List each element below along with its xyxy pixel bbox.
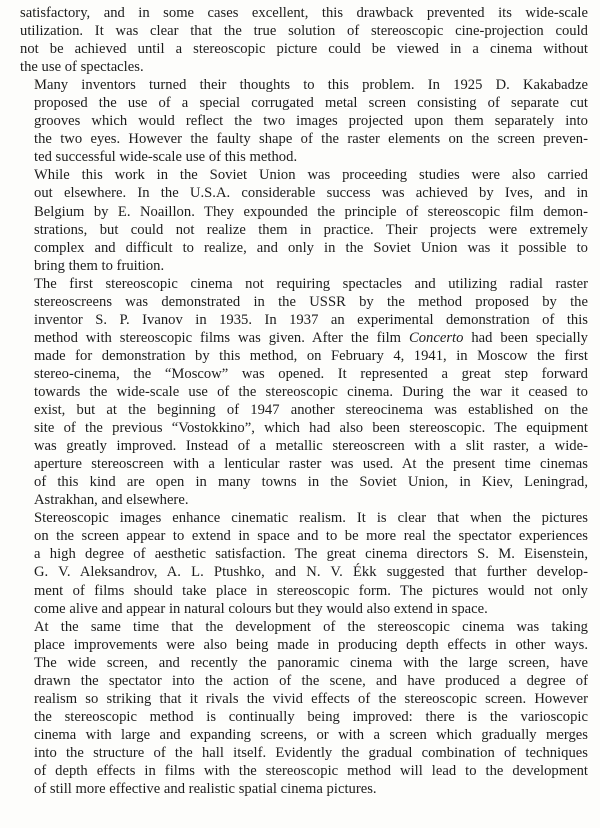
text-line: utilization. It was clear that the true solution of stereoscopic cine-projection could xyxy=(20,23,588,40)
film-title-italic: Concerto xyxy=(408,329,464,346)
text-line: The first stereoscopic cinema not requiring spectacles and utilizing radial raster xyxy=(34,275,588,292)
text-line: site of the previous “Vostokkino”, which had also been stereoscopic. The equipment xyxy=(34,420,588,437)
text-line: realism so striking that it rivals the vivid effects of the stereoscopic screen. However xyxy=(34,690,588,707)
text-line: G. V. Aleksandrov, A. L. Ptushko, and N. V. Ékk suggested that further develop- xyxy=(34,564,588,581)
paragraph-6 xyxy=(20,618,588,798)
text-line: ted successful wide-scale use of this method. xyxy=(34,149,298,166)
text-line: inventor S. P. Ivanov in 1935. In 1937 an experimental demonstration of this xyxy=(34,311,588,328)
text-line: strations, but could not realize them in practice. Their projects were extremely xyxy=(34,221,588,238)
text-line: The wide screen, and recently the panoramic cinema with the large screen, have xyxy=(34,654,588,671)
paragraph-5 xyxy=(20,509,588,617)
text-line: stereoscreens was demonstrated in the USSR by the method proposed by the xyxy=(34,293,588,310)
text-line: into the structure of the hall itself. Evidently the gradual combination of techniques xyxy=(34,744,588,761)
text-line: out elsewhere. In the U.S.A. considerable success was achieved by Ives, and in xyxy=(34,185,588,202)
text-line: place improvements were also being made in producing depth effects in other ways. xyxy=(34,636,588,653)
text-line: proposed the use of a special corrugated metal screen consisting of separate cut xyxy=(34,95,588,112)
text-line: bring them to fruition. xyxy=(34,257,165,274)
text-line: Astrakhan, and elsewhere. xyxy=(34,492,189,509)
text-line: not be achieved until a stereoscopic picture could be viewed in a cinema without xyxy=(20,41,588,58)
text-line: the use of spectacles. xyxy=(20,59,144,76)
text-line: grooves which would reflect the two images projected upon them separately into xyxy=(34,113,588,130)
text-line: While this work in the Soviet Union was proceeding studies were also carried xyxy=(34,167,588,184)
text-line: of depth effects in films with the stereoscopic method will lead to the development xyxy=(34,762,588,779)
text-line: towards the wide-scale use of the stereoscopic cinema. During the war it ceased to xyxy=(34,383,588,400)
text-line: of this kind are open in many towns in the Soviet Union, in Kiev, Leningrad, xyxy=(34,474,588,491)
text-line: stereo-cinema, the “Moscow” was opened. It represented a great step forward xyxy=(34,365,588,382)
text-line: Stereoscopic images enhance cinematic realism. It is clear that when the pictures xyxy=(34,510,588,527)
text-line: on the screen appear to extend in space and to be more real the spectator experiences xyxy=(34,528,588,545)
text-line: of still more effective and realistic spatial cinema pictures. xyxy=(34,781,377,798)
text-line: exist, but at the beginning of 1947 another stereocinema was established on the xyxy=(34,402,588,419)
text-line: made for demonstration by this method, on February 4, 1941, in Moscow the first xyxy=(34,347,588,364)
text-line: satisfactory, and in some cases excellent, this drawback prevented its wide-scale xyxy=(20,5,588,21)
text-line: At the same time that the development of the stereoscopic cinema was taking xyxy=(34,618,588,635)
paragraph-4 xyxy=(20,275,588,510)
text-line: the two eyes. However the faulty shape of the raster elements on the screen preven- xyxy=(34,131,588,148)
text-line: the stereoscopic method is continually being improved: there is the varioscopic xyxy=(34,708,588,725)
text-line: drawn the spectator into the action of the scene, and have produced a degree of xyxy=(34,672,588,689)
text-line: a high degree of aesthetic satisfaction. The great cinema directors S. M. Eisenstein, xyxy=(34,546,588,563)
paragraph-1 xyxy=(20,4,588,76)
text-line: was greatly improved. Instead of a metallic stereoscreen with a slit raster, a wide- xyxy=(34,438,588,455)
text-line: Many inventors turned their thoughts to this problem. In 1925 D. Kakabadze xyxy=(34,77,588,94)
paragraph-2 xyxy=(20,76,588,166)
text-line: aperture stereoscreen with a lenticular raster was used. At the present time cinemas xyxy=(34,456,588,473)
text-line-with-italic-title: method with stereoscopic films was given. After the film Concerto had been specially xyxy=(34,329,588,346)
text-line: ment of films should take place in stereoscopic form. The pictures would not only xyxy=(34,582,588,599)
text-line: complex and difficult to realize, and only in the Soviet Union was it possible to xyxy=(34,239,588,256)
paragraph-3 xyxy=(20,166,588,274)
text-line: cinema with large and expanding screens, or with a screen which gradually merges xyxy=(34,726,588,743)
text-line: Belgium by E. Noaillon. They expounded the principle of stereoscopic film demon- xyxy=(34,203,588,220)
text-line: come alive and appear in natural colours but they would also extend in space. xyxy=(34,600,488,617)
